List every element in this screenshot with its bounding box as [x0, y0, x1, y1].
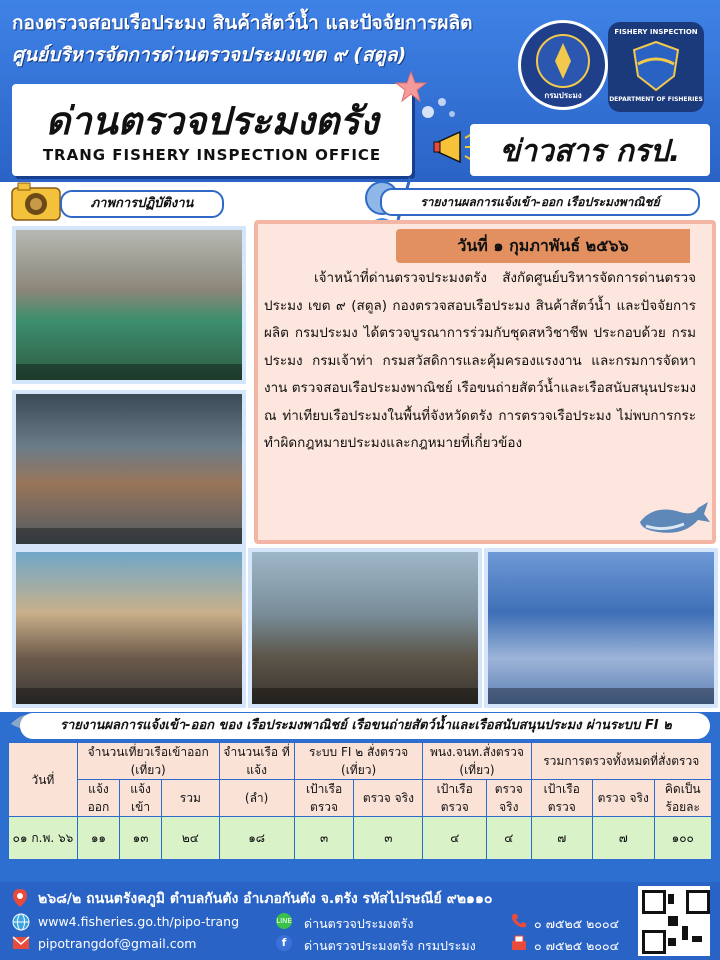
- whale-icon: [634, 496, 712, 540]
- sub-sum: รวม: [162, 780, 219, 817]
- sub-fi-target: เป้าเรือ ตรวจ: [294, 780, 354, 817]
- office-name: ด่านตรวจประมงตรัง: [45, 99, 379, 143]
- article-body: เจ้าหน้าที่ด่านตรวจประมงตรัง สังกัดศูนย์บริหารจัดการด่านตรวจประมง เขต ๙ (สตูล) กองตรวจสอบเรือประมง สินค้าสัตว์น้ำ และปัจจัยการผลิต กรมประมง ได้ตรวจบูรณาการร่วมกับชุดสหวิชาชีพ ประกอบด้วย กรมประมง กรมเจ้าท่า กรมสวัสดิการและคุ้มครองแรงงาน และกรมการจัดหางาน ตรวจสอบเรือประมงพาณิชย์ เรือขนถ่ายสัตว์น้ำและเรือสนับสนุนประมง ณ ท่าเทียบเรือประมงในพื้นที่จังหวัดตรัง การตรวจเรือประมง ไม่พบการกระทำผิดกฎหมายประมงและกฎหมายที่เกี่ยวข้อง: [264, 270, 697, 451]
- table-title: รายงานผลการแจ้งเข้า-ออก ของ เรือประมงพาณิชย์ เรือขนถ่ายสัตว์น้ำและเรือสนับสนุนประมง ผ่านระบบ FI ๒: [20, 713, 710, 739]
- globe-icon: [12, 913, 30, 931]
- department-of-fisheries-logo: [518, 20, 608, 110]
- header-fi2: ระบบ FI ๒ สั่งตรวจ (เที่ยว): [294, 743, 423, 780]
- cell-sum: ๒๔: [162, 817, 219, 860]
- sub-tot-target: เป้าเรือ ตรวจ: [531, 780, 593, 817]
- photo-section-label: ภาพการปฏิบัติงาน: [60, 190, 224, 218]
- table-header-row: [9, 743, 712, 780]
- camera-icon: [10, 180, 62, 222]
- cell-date: ๐๑ ก.พ. ๖๖: [9, 817, 78, 860]
- fishery-inspection-logo: [608, 22, 704, 112]
- report-table: [8, 742, 712, 860]
- sub-unit: (ลำ): [219, 780, 294, 817]
- footer-address: ๒๖๘/๒ ถนนตรังคภูมิ ตำบลกันตัง อำเภอกันตัง จ.ตรัง รหัสไปรษณีย์ ๙๒๑๑๐: [38, 891, 493, 907]
- sub-in: แจ้ง เข้า: [120, 780, 162, 817]
- qr-code: [638, 886, 710, 956]
- cell-off-target: ๔: [423, 817, 487, 860]
- footer-website[interactable]: www4.fisheries.go.th/pipo-trang: [38, 914, 240, 929]
- header-officer: พนง.จนท.สั่งตรวจ (เที่ยว): [423, 743, 531, 780]
- phone-icon: [510, 912, 528, 930]
- photo-fishing-boat: [12, 226, 246, 384]
- logo-fi-bottom: DEPARTMENT OF FISHERIES: [609, 96, 703, 103]
- facebook-icon: f: [276, 935, 292, 951]
- footer-fax: ๐ ๗๕๒๕ ๒๐๐๔: [534, 938, 620, 953]
- header-total: รวมการตรวจทั้งหมดที่สั่งตรวจ: [531, 743, 712, 780]
- cell-tot-actual: ๗: [593, 817, 655, 860]
- bubbles-decoration: [420, 92, 460, 122]
- table-row: [9, 817, 712, 860]
- header-date: วันที่: [9, 743, 78, 817]
- department-line: กองตรวจสอบเรือประมง สินค้าสัตว์น้ำ และปัจจัยการผลิต: [12, 12, 473, 34]
- cell-off-actual: ๔: [487, 817, 531, 860]
- footer-facebook[interactable]: ด่านตรวจประมงตรัง กรมประมง: [304, 938, 476, 953]
- sub-out: แจ้ง ออก: [77, 780, 119, 817]
- line-app-icon: LINE: [276, 913, 292, 929]
- logo-dof-text: กรมประมง: [544, 91, 582, 100]
- location-pin-icon: [12, 888, 28, 908]
- report-section-label: รายงานผลการแจ้งเข้า-ออก เรือประมงพาณิชย์: [380, 188, 700, 216]
- cell-in: ๑๓: [120, 817, 162, 860]
- cell-fi-actual: ๓: [354, 817, 423, 860]
- footer-line[interactable]: ด่านตรวจประมงตรัง: [304, 916, 414, 931]
- cell-percent: ๑๐๐: [654, 817, 712, 860]
- photo-pier-inspection: [248, 548, 482, 708]
- photo-fish-hold: [484, 548, 718, 708]
- office-title-box: [12, 84, 412, 176]
- news-label: ข่าวสาร กรป.: [499, 134, 681, 169]
- center-line: ศูนย์บริหารจัดการด่านตรวจประมงเขต ๙ (สตูล): [12, 44, 407, 66]
- fax-icon: [510, 934, 528, 952]
- footer-email[interactable]: pipotrangdof@gmail.com: [38, 936, 197, 951]
- header-boats: จำนวนเรือ ที่แจ้ง: [219, 743, 294, 780]
- sub-off-actual: ตรวจ จริง: [487, 780, 531, 817]
- cell-out: ๑๑: [77, 817, 119, 860]
- email-icon: [12, 936, 30, 950]
- article-date: วันที่ ๑ กุมภาพันธ์ ๒๕๖๖: [396, 229, 690, 263]
- news-label-box: [470, 124, 710, 176]
- cell-fi-target: ๓: [294, 817, 354, 860]
- footer-phone: ๐ ๗๕๒๕ ๒๐๐๔: [534, 916, 620, 931]
- sub-off-target: เป้าเรือ ตรวจ: [423, 780, 487, 817]
- cell-boats: ๑๘: [219, 817, 294, 860]
- sub-percent: คิดเป็น ร้อยละ: [654, 780, 712, 817]
- sub-tot-actual: ตรวจ จริง: [593, 780, 655, 817]
- sub-fi-actual: ตรวจ จริง: [354, 780, 423, 817]
- header-inout: จำนวนเที่ยวเรือเข้าออก (เที่ยว): [77, 743, 219, 780]
- logo-fi-top: FISHERY INSPECTION: [614, 28, 698, 36]
- photo-crew-inspection: [12, 548, 246, 708]
- table-subheader-row: [9, 780, 712, 817]
- office-name-en: TRANG FISHERY INSPECTION OFFICE: [42, 146, 382, 164]
- cell-tot-target: ๗: [531, 817, 593, 860]
- photo-inspection-team: [12, 390, 246, 548]
